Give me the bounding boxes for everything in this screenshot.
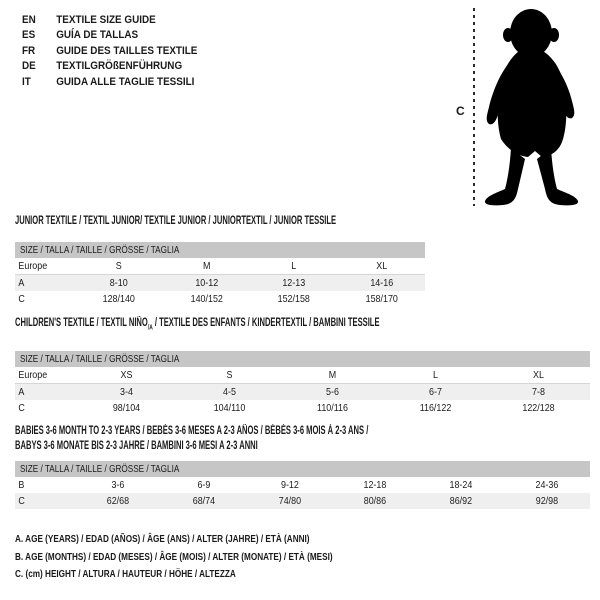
cell-value: 6-9 (197, 479, 211, 491)
cell-value: XS (120, 369, 133, 382)
section-title (15, 214, 425, 229)
cell-value: 12-18 (363, 479, 387, 491)
cell-value: 18-24 (449, 479, 473, 491)
cell-value: S (226, 369, 233, 382)
size-header-text: SIZE / TALLA / TAILLE / GRÖSSE / TAGLIA (20, 463, 180, 475)
row-label: Europe (18, 260, 48, 272)
section-title-line (15, 214, 337, 229)
table-row-b (15, 477, 590, 493)
cell-value: 98/104 (112, 402, 141, 415)
cell-value: 158/170 (365, 293, 398, 305)
cell-value: 68/74 (192, 495, 215, 507)
cell-value: 128/140 (102, 293, 135, 305)
footnote-line: A. AGE (YEARS) / EDAD (AÑOS) / ÂGE (ANS) / ALTER (JAHRE) / ETÀ (ANNI) (15, 533, 310, 545)
section-title-line (15, 424, 395, 439)
table-row-europe (15, 258, 425, 275)
language-title: GUIDE DES TAILLES TEXTILE (56, 44, 198, 57)
section-title-text: BABIES 3-6 MONTH TO 2-3 YEARS / BEBÉS 3-6 MESES A 2-3 AÑOS / BÉBÉS 3-6 MOIS À 2-3 ANS / (15, 425, 369, 437)
cell-value: XL (533, 369, 544, 382)
cell-value: 9-12 (280, 479, 299, 491)
cell-value: 80/86 (364, 495, 387, 507)
cell-value: 10-12 (194, 277, 218, 289)
size-section-children (15, 316, 590, 416)
footnote-line: B. AGE (MONTHS) / EDAD (MESES) / ÂGE (MOIS) / ALTER (MONATE) / ETÀ (MESI) (15, 550, 333, 563)
row-label: A (18, 386, 25, 399)
cell-value: 12-13 (282, 277, 306, 289)
table-row-c (15, 291, 425, 307)
language-title: GUÍA DE TALLAS (56, 29, 139, 42)
language-title: GUIDA ALLE TAGLIE TESSILI (56, 75, 195, 88)
row-label: C (18, 293, 25, 305)
cell-value: 152/158 (277, 293, 310, 305)
cell-value: 6-7 (429, 386, 442, 399)
cell-value: 8-10 (109, 277, 128, 289)
size-header-bar (15, 351, 590, 367)
cell-value: 104/110 (213, 402, 246, 415)
row-label: A (18, 277, 25, 289)
cell-value: 14-16 (369, 277, 393, 289)
language-code: ES (22, 29, 36, 42)
cell-value: 3-4 (120, 386, 133, 399)
table-row-europe (15, 367, 590, 384)
cell-value: 62/68 (106, 495, 130, 507)
cell-value: 116/122 (419, 402, 452, 415)
table-row-c (15, 493, 590, 509)
size-header-text: SIZE / TALLA / TAILLE / GRÖSSE / TAGLIA (20, 353, 180, 366)
language-code: EN (22, 13, 36, 26)
cell-value: M (202, 260, 210, 272)
cell-value: 3-6 (111, 479, 125, 491)
table-row-a (15, 275, 425, 291)
cell-value: 4-5 (223, 386, 236, 399)
cell-value: 7-8 (532, 386, 545, 399)
size-header-bar (15, 461, 590, 477)
row-label: C (18, 495, 25, 507)
row-label: B (18, 479, 25, 491)
language-title: TEXTILE SIZE GUIDE (56, 13, 156, 26)
cell-value: M (328, 369, 337, 382)
cell-value: 122/128 (522, 402, 555, 415)
section-title (15, 316, 590, 334)
cell-value: L (291, 260, 297, 272)
cell-value: 140/152 (190, 293, 223, 305)
size-header-text: SIZE / TALLA / TAILLE / GRÖSSE / TAGLIA (20, 244, 180, 256)
cell-value: XL (375, 260, 387, 272)
cell-value: 74/80 (278, 495, 301, 507)
section-title-text: BABYS 3-6 MONATE BIS 2-3 JAHRE / BAMBINI 3-6 MESI A 2-3 ANNI (15, 440, 258, 452)
section-title (15, 424, 590, 454)
section-title-line (15, 316, 395, 334)
footnotes (15, 531, 422, 584)
section-title-line (15, 439, 395, 454)
cell-value: 24-36 (535, 479, 559, 491)
cell-value: 5-6 (326, 386, 339, 399)
section-title-text: / TEXTILE DES ENFANTS / KINDERTEXTIL / BAMBINI TESSILE (152, 317, 380, 329)
footnote-line: C. (cm) HEIGHT / ALTURA / HAUTEUR / HÖHE / ALTEZZA (15, 568, 236, 580)
cell-value: 110/116 (317, 402, 348, 415)
row-label: C (18, 402, 25, 415)
cell-value: 92/98 (535, 495, 559, 507)
size-header-bar (15, 242, 425, 258)
height-measure-label: C (456, 104, 465, 118)
section-title-text: CHILDREN'S TEXTILE / TEXTIL NIÑO (15, 317, 148, 329)
size-section-junior (15, 214, 425, 307)
cell-value: 86/92 (450, 495, 473, 507)
table-row-a (15, 384, 590, 400)
cell-value: S (115, 260, 122, 272)
language-title: TEXTILGRÖßENFÜHRUNG (56, 60, 183, 73)
language-code: FR (22, 44, 36, 57)
cell-value: L (433, 369, 438, 382)
row-label: Europe (18, 369, 48, 382)
size-section-babies (15, 424, 590, 509)
table-row-c (15, 400, 590, 416)
section-title-text: JUNIOR TEXTILE / TEXTIL JUNIOR/ TEXTILE JUNIOR / JUNIORTEXTIL / JUNIOR TESSILE (15, 215, 337, 227)
language-code: IT (22, 75, 31, 88)
language-code: DE (22, 60, 36, 73)
section-title-text: /A (147, 322, 153, 332)
